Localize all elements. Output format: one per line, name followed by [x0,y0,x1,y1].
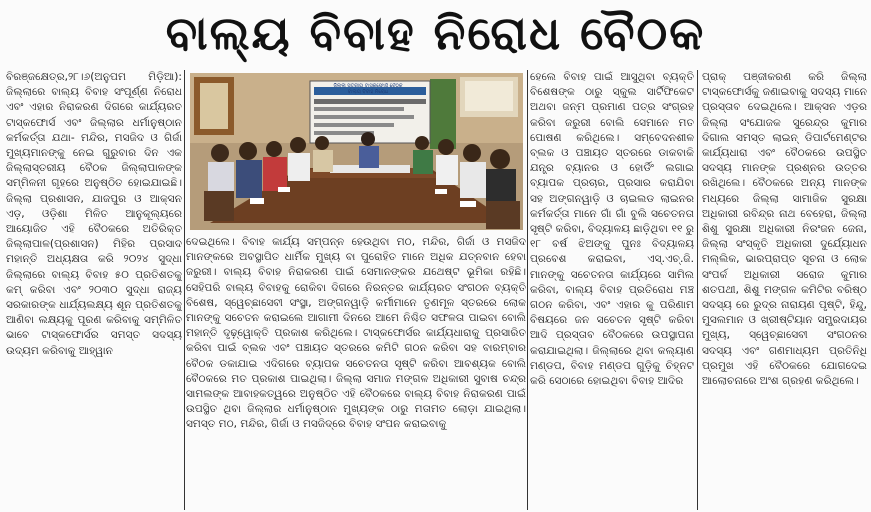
banner-line-1: ଜିଲ୍ଲା ସ୍ତରୀୟ ଟାସ୍କଫୋର୍ସ ବୈଠକ [333,83,403,89]
article-column-2 [186,235,526,510]
banner-line-2: ବାଲ୍ୟ ବିବାହ ନିରୋଧ [347,89,389,95]
column-divider [697,70,698,510]
article-text: ହେଲେ ବିବାହ ପାଇଁ ଆସୁଥିବା ବ୍ୟକ୍ତି ବିଶେଷଙ୍କ ଠାରୁ ସ୍କୁଲ ସାର୍ଟିଫିକେଟ ଅଥବା ଜନ୍ମ ପ୍ରମାଣ ପତ୍ର ସଂଗ୍ରହ କରିବା ଜରୁରୀ ବୋଲି ସେମାନେ ମତ ପୋଷଣ କରିଥିଲେ। ସମ୍ବେଦନଶୀଳ ବ୍ଲକ ଓ ପଞ୍ଚାୟତ ସ୍ତରରେ ଡାକବାକି ଯନ୍ତ୍ର ବ୍ୟାନର ଓ ହୋର୍ଡିଂ ଲଗାଇ ବ୍ୟାପକ ପ୍ରଚାର, ପ୍ରସାର କରାଯିବା ସହ ଅଙ୍ଗନୱାଡ଼ି ଓ ଚାଇଲଡ ଲାଇନର କର୍ମକର୍ତ୍ତା ମାନେ ଗାଁ ଗାଁ ବୁଲି ସଚେତନତା ସୃଷ୍ଟି କରିବା, ବିଦ୍ୟାଳୟ ଛାଡ଼ିଥିବା ୧୧ ରୁ ୧୮ ବର୍ଷ ଝିଅଙ୍କୁ ପୁନଃ ବିଦ୍ୟାଳୟ ପ୍ରବେଶ କରାଇବା, ଏସ୍.ଏଚ୍.ଜି. ମାନଙ୍କୁ ସଚେତନତା କାର୍ଯ୍ୟରେ ସାମିଲ କରିବା, ବାଲ୍ୟ ବିବାହ ପ୍ରତିରୋଧ ମଞ୍ଚ ଗଠନ କରିବା, ଏବଂ ଏହାର କୁ ପରିଣାମ ବିଷୟରେ ଜନ ସଚେତନ ସୃଷ୍ଟି କରିବା ଆଦି ପ୍ରସ୍ତାବ ବୈଠକରେ ଉପସ୍ଥାପନା କରାଯାଇଥିଲା। ଜିଲ୍ଲାରେ ଥିବା କଲ୍ୟାଣ ମଣ୍ଡପ, ବିବାହ ମଣ୍ଡପ ଗୁଡ଼ିକୁ ଚିହ୍ନଟ କରି ସେଠାରେ ହୋଇଥିବା ବିବାହ ଆଦିର [530,71,694,388]
article-column-4 [702,70,867,510]
photo-banner-text [312,83,424,95]
article-column-1 [6,70,182,510]
meeting-photo-icon [190,73,523,230]
article-text: ପ୍ରାକ୍ ପଞ୍ଜୀକରଣ କରି ଜିଲ୍ଲା ଟାସ୍କଫୋର୍ସକୁ ଜଣାଇବାକୁ ସଦସ୍ୟ ମାନେ ପ୍ରସ୍ତାବ ଦେଇଥିଲେ। ଆକ୍ସନ ଏଡ଼ର ଜିଲ୍ଲା ସଂଯୋଜକ ସୁରେନ୍ଦ୍ର କୁମାର ଦିଗାଲ ସମସ୍ତ ଲାଇନ୍ ଡିପାର୍ଟମେଣ୍ଟର କାର୍ଯ୍ୟଧାରା ଏବଂ ବୈଠକରେ ଉପସ୍ଥିତ ସଦସ୍ୟ ମାନଙ୍କ ପ୍ରଶ୍ନର ଉତ୍ତର ରଖିଥିଲେ। ବୈଠକରେ ଅନ୍ୟ ମାନଙ୍କ ମଧ୍ୟରେ ଜିଲ୍ଲା ସାମାଜିକ ସୁରକ୍ଷା ଅଧିକାରୀ ରବିନ୍ଦ୍ର ନାଥ ବେହେରା, ଜିଲ୍ଲା ଶିଶୁ ସୁରକ୍ଷା ଅଧିକାରୀ ନିରଂଜନ ଜେନା, ଜିଲ୍ଲା ସଂସ୍କୃତି ଅଧିକାରୀ ଦୁର୍ଯ୍ୟୋଧନ ମଲ୍ଲିକ, ଭାରପ୍ରାପ୍ତ ସୂଚନା ଓ ଲୋକ ସଂପର୍କ ଅଧିକାରୀ ସରୋଜ କୁମାର ଶତପଥୀ, ଶିଶୁ ମଙ୍ଗଳ କମିଟିର ବରିଷ୍ଠ ସଦସ୍ୟ ରେ ରୁଦ୍ର ନାରାୟଣ ପୃଷ୍ଟି, ହିନ୍ଦୁ, ମୁସଲମାନ ଓ ଖ୍ରୀଷ୍ଟିୟାନ ସମ୍ପ୍ରଦାୟର ମୁଖ୍ୟ, ସ୍ୱେଚ୍ଛାସେବୀ ସଂଗଠନର ସଦସ୍ୟ ଏବଂ ଗଣମାଧ୍ୟମ ପ୍ରତିନିଧି ପ୍ରମୁଖ ଏହି ବୈଠକରେ ଯୋଗଦେଇ ଆଲୋଚନାରେ ଅଂଶ ଗ୍ରହଣ କରିଥିଲେ। [702,71,867,388]
meeting-photo [190,73,523,230]
column-divider [527,70,528,510]
headline: ବାଲ୍ୟ ବିବାହ ନିରୋଧ ବୈଠକ [165,6,706,60]
article-text: ଦେଇଥିଲେ। ବିବାହ କାର୍ଯ୍ୟ ସମ୍ପନ୍ନ ହେଉଥିବା ମଠ, ମନ୍ଦିର, ଗିର୍ଜା ଓ ମସଜିଦ ମାନଙ୍କରେ ଅବସ୍ଥାପିତ ଧାର୍ମିକ ମୁଖ୍ୟ ବା ପୁରୋହିତ ମାନେ ଅଧିକ ଯତ୍ନବାନ ହେବା ଜରୁରୀ। ବାଲ୍ୟ ବିବାହ ନିରାକରଣ ପାଇଁ ସେମାନଙ୍କର ଯଥେଷ୍ଟ ଭୂମିକା ରହିଛି। ସେହିପରି ବାଲ୍ୟ ବିବାହକୁ ରୋକିବା ଦିଗରେ ନିରନ୍ତର କାର୍ଯ୍ୟରତ ସଂଗଠନ ବ୍ୟକ୍ତି ବିଶେଷ, ସ୍ୱେଚ୍ଛାସେବୀ ସଂସ୍ଥା, ଅଙ୍ଗନୱାଡ଼ି କର୍ମୀମାନେ ତୃଣମୂଳ ସ୍ତରରେ ଲୋକ ମାନଙ୍କୁ ସଚେତନ କରାଇଲେ ଆଗାମୀ ଦିନରେ ଆମେ ନିଶ୍ଚିତ ସଫଳତା ପାଇବା ବୋଲି ମହାନ୍ତି ଦୃଢ଼୍ୱୋକ୍ତି ପ୍ରକାଶ କରିଥିଲେ। ଟାସ୍କଫୋର୍ସର କାର୍ଯ୍ୟଧାରାକୁ ପ୍ରସାରିତ କରିବା ପାଇଁ ବ୍ଲକ ଏବଂ ପଞ୍ଚାୟତ ସ୍ତରରେ କମିଟି ଗଠନ କରିବା ସହ ବାରମ୍ବାର ବୈଠକ ଡକାଯାଇ ଏଦିଗରେ ବ୍ୟାପକ ସଚେତନତା ସୃଷ୍ଟି କରିବା ଆବଶ୍ୟକ ବୋଲି ବୈଠକରେ ମତ ପ୍ରକାଶ ପାଇଥିଲା। ଜିଲ୍ଲା ସମାଜ ମଙ୍ଗଳ ଅଧିକାରୀ ସୁବାଷ ଚନ୍ଦ୍ର ସାମଲଙ୍କ ଆବାହକତ୍ୱରେ ଅନୁଷ୍ଠିତ ଏହି ବୈଠକରେ ବାଲ୍ୟ ବିବାହ ନିରାକରଣ ପାଇଁ ଉପସ୍ଥିତ ଥିବା ଜିଲ୍ଲାର ଧର୍ମାନୁଷ୍ଠାନ ମୁଖ୍ୟଙ୍କ ଠାରୁ ମତାମତ ଲୋଡ଼ା ଯାଇଥିଲା। ସମସ୍ତ ମଠ, ମନ୍ଦିର, ଗିର୍ଜା ଓ ମସଜିଦ୍‌ରେ ବିବାହ ସଂପନ କରାଇବାକୁ [186,236,526,431]
article-text: ବିରଞ୍ଜକ୍ଷେତ୍ର,୨୮।୬(ଅନୁପମ ମିଡ଼ିଆ): ଜିଲ୍ଲାରେ ବାଲ୍ୟ ବିବାହ ସଂପୂର୍ଣ୍ଣ ନିରୋଧ ଏବଂ ଏହାର ନିରାକରଣ ଦିଗରେ କାର୍ଯ୍ୟରତ ଟାସ୍କଫୋର୍ସ ଏବଂ ଜିଲ୍ଲାର ଧର୍ମାନୁଷ୍ଠାନ କର୍ମକର୍ତ୍ତା ଯଥା- ମନ୍ଦିର, ମସଜିଦ ଓ ଗିର୍ଜା ମୁଖ୍ୟମାନଙ୍କୁ ନେଇ ଗୁରୁବାର ଦିନ ଏକ ଜିଲ୍ଲାସ୍ତରୀୟ ବୈଠକ ଜିଲ୍ଲାପାଳଙ୍କ ସମ୍ମିଳନୀ ଗୃହରେ ଅନୁଷ୍ଠିତ ହୋଇଯାଇଛି। ଜିଲ୍ଲା ପ୍ରଶାସନ, ଯାଜପୁର ଓ ଆକ୍ସନ ଏଡ଼, ଓଡ଼ିଶା ମିଳିତ ଆନୁକୂଲ୍ୟରେ ଆୟୋଜିତ ଏହି ବୈଠକରେ ଅତିରିକ୍ତ ଜିଲ୍ଲାପାଳ(ପ୍ରଶାସନ) ମିହିର ପ୍ରସାଦ ମହାନ୍ତି ଅଧ୍ୟକ୍ଷତା କରି ୨୦୨୪ ସୁଦ୍ଧା ଜିଲ୍ଲାରେ ବାଲ୍ୟ ବିବାହ ୫୦ ପ୍ରତିଶତକୁ କମ୍ କରିବା ଏବଂ ୨୦୩୦ ସୁଦ୍ଧା ରାଜ୍ୟ ସରକାରଙ୍କ ଧାର୍ଯ୍ୟଲକ୍ଷ୍ୟ ଶୂନ ପ୍ରତିଶତକୁ ଆଣିବା ଲକ୍ଷ୍ୟକୁ ପୂରଣ କରିବାକୁ ସମ୍ମିଳିତ ଭାବେ ଟାସ୍କଫୋର୍ସର ସମସ୍ତ ସଦସ୍ୟ ଉଦ୍ୟମ କରିବାକୁ ଆହ୍ୱାନ [6,71,182,357]
column-divider [184,70,185,510]
article-column-3 [530,70,694,510]
